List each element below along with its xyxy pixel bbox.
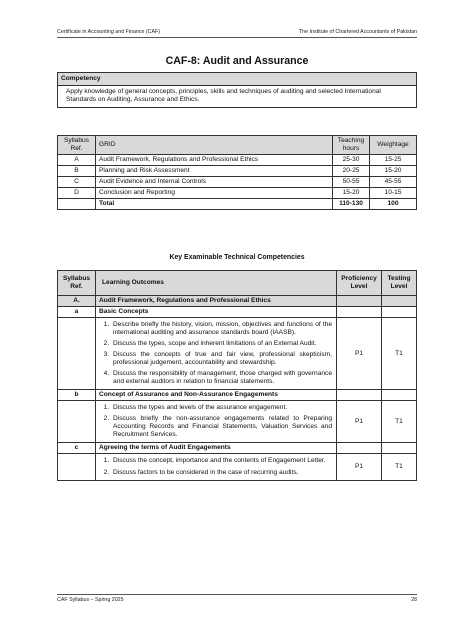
testing-level: T1 xyxy=(382,401,417,443)
grid-header-ref: Syllabus Ref. xyxy=(58,136,96,155)
footer-left: CAF Syllabus – Spring 2025 xyxy=(57,597,124,603)
ket-sub-empty xyxy=(382,307,417,318)
ket-sub-row xyxy=(58,307,417,318)
ket-header-row xyxy=(58,271,417,296)
ket-sub-empty xyxy=(337,307,382,318)
ket-section-name: Audit Framework, Regulations and Professional Ethics xyxy=(96,296,337,307)
grid-name: Planning and Risk Assessment xyxy=(96,166,333,177)
grid-row xyxy=(58,177,417,188)
page-footer xyxy=(57,597,417,603)
testing-level: T1 xyxy=(382,454,417,480)
footer-divider xyxy=(57,594,417,595)
proficiency-level: P1 xyxy=(337,454,382,480)
grid-hours: 50-55 xyxy=(333,177,370,188)
ket-section-ref: A. xyxy=(58,296,96,307)
competency-heading: Competency xyxy=(58,73,417,86)
ket-sub-ref: c xyxy=(58,443,96,454)
grid-weightage: 45-55 xyxy=(370,177,417,188)
learning-outcome: 4. Discuss the responsibility of management, those charged with governance and external auditors in relation to financial statements. xyxy=(111,370,332,386)
grid-table xyxy=(57,135,417,210)
ket-header-ref: Syllabus Ref. xyxy=(58,271,96,296)
page-header xyxy=(57,29,417,35)
grid-header-row xyxy=(58,136,417,155)
learning-outcome: 2. Discuss the types, scope and inherent limitations of an External Audit. xyxy=(111,340,332,348)
grid-total-label: Total xyxy=(96,199,333,210)
page-title: CAF-8: Audit and Assurance xyxy=(165,55,309,67)
grid-total-hours: 110-130 xyxy=(333,199,370,210)
proficiency-level: P1 xyxy=(337,318,382,390)
ket-outcome-row xyxy=(58,318,417,390)
ket-outcome-row xyxy=(58,401,417,443)
header-divider xyxy=(57,37,417,38)
ket-outcome-list xyxy=(98,404,332,439)
ket-sub-row xyxy=(58,443,417,454)
learning-outcome: 1. Discuss the concept, importance and the contents of Engagement Letter. xyxy=(111,457,332,465)
ket-outcome-list xyxy=(98,457,332,476)
ket-header-testing: Testing Level xyxy=(382,271,417,296)
grid-row xyxy=(58,166,417,177)
ket-section-empty xyxy=(337,296,382,307)
grid-total-weightage: 100 xyxy=(370,199,417,210)
grid-total-row xyxy=(58,199,417,210)
grid-weightage: 15-25 xyxy=(370,155,417,166)
grid-ref: D xyxy=(58,188,96,199)
grid-name: Audit Evidence and Internal Controls xyxy=(96,177,333,188)
learning-outcome: 2. Discuss briefly the non-assurance engagements related to Preparing Accounting Records and Financial Statements, Valuation Services and Recruitment Services. xyxy=(111,415,332,439)
ket-sub-empty xyxy=(337,390,382,401)
grid-header-grid: GRID xyxy=(96,136,333,155)
grid-name: Conclusion and Reporting xyxy=(96,188,333,199)
grid-name: Audit Framework, Regulations and Professional Ethics xyxy=(96,155,333,166)
grid-weightage: 15-20 xyxy=(370,166,417,177)
grid-ref: B xyxy=(58,166,96,177)
grid-hours: 25-30 xyxy=(333,155,370,166)
grid-weightage: 10-15 xyxy=(370,188,417,199)
ket-table xyxy=(57,270,417,481)
ket-outcome-ref xyxy=(58,318,96,390)
learning-outcome: 2. Discuss factors to be considered in the case of recurring audits. xyxy=(111,469,332,477)
proficiency-level: P1 xyxy=(337,401,382,443)
ket-sub-empty xyxy=(382,390,417,401)
ket-sub-empty xyxy=(337,443,382,454)
ket-section-row xyxy=(58,296,417,307)
header-right: The Institute of Chartered Accountants of Pakistan xyxy=(298,29,417,35)
testing-level: T1 xyxy=(382,318,417,390)
ket-sub-name: Agreeing the terms of Audit Engagements xyxy=(96,443,337,454)
ket-outcome-ref xyxy=(58,454,96,480)
grid-hours: 20-25 xyxy=(333,166,370,177)
ket-header-outcomes: Learning Outcomes xyxy=(96,271,337,296)
competency-table xyxy=(57,72,417,108)
competency-text: Apply knowledge of general concepts, principles, skills and techniques of auditing and selected International Standards on Auditing, Assurance and Ethics. xyxy=(58,86,417,108)
grid-row xyxy=(58,188,417,199)
learning-outcome: 1. Discuss the types and levels of the assurance engagement. xyxy=(111,404,332,412)
ket-header-proficiency: Proficiency Level xyxy=(337,271,382,296)
header-left: Certificate in Accounting and Finance (CAF) xyxy=(57,29,161,35)
ket-section-empty xyxy=(382,296,417,307)
ket-title: Key Examinable Technical Competencies xyxy=(169,254,305,261)
ket-sub-name: Concept of Assurance and Non-Assurance Engagements xyxy=(96,390,337,401)
ket-sub-empty xyxy=(382,443,417,454)
grid-ref: A xyxy=(58,155,96,166)
page-number: 28 xyxy=(411,597,417,603)
ket-outcome-list xyxy=(98,321,332,386)
grid-total-empty xyxy=(58,199,96,210)
ket-outcome-row xyxy=(58,454,417,480)
ket-sub-row xyxy=(58,390,417,401)
ket-outcome-list-cell xyxy=(96,401,337,443)
learning-outcome: 3. Discuss the concepts of true and fair view, professional skepticism, professional judgement, accountability and stewardship. xyxy=(111,351,332,367)
ket-sub-name: Basic Concepts xyxy=(96,307,337,318)
grid-row xyxy=(58,155,417,166)
ket-outcome-list-cell xyxy=(96,318,337,390)
grid-ref: C xyxy=(58,177,96,188)
grid-header-weightage: Weightage xyxy=(370,136,417,155)
grid-header-hours: Teaching hours xyxy=(333,136,370,155)
ket-outcome-list-cell xyxy=(96,454,337,480)
learning-outcome: 1. Describe briefly the history, vision, mission, objectives and functions of the international auditing and assurance standards board (IAASB). xyxy=(111,321,332,337)
ket-outcome-ref xyxy=(58,401,96,443)
ket-sub-ref: b xyxy=(58,390,96,401)
grid-hours: 15-20 xyxy=(333,188,370,199)
ket-sub-ref: a xyxy=(58,307,96,318)
